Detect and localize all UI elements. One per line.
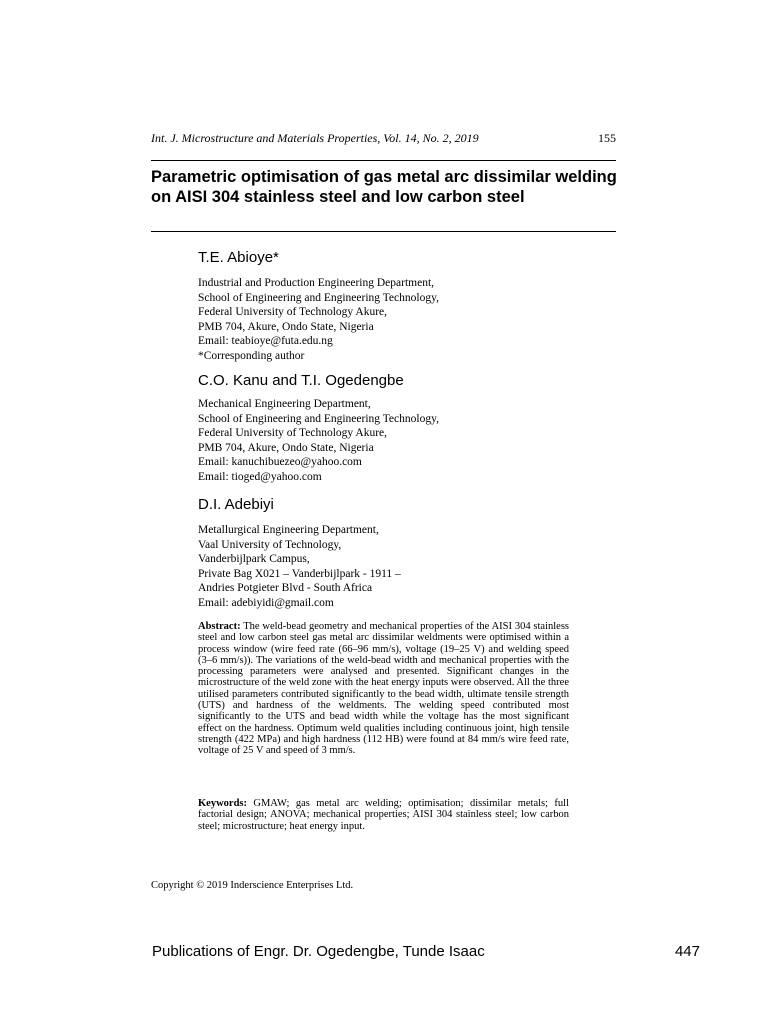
affiliation-line: Federal University of Technology Akure, <box>198 306 388 318</box>
affiliation-line: School of Engineering and Engineering Technology, <box>198 412 439 425</box>
paper-title: Parametric optimisation of gas metal arc dissimilar welding on AISI 304 stainless steel and low carbon steel <box>151 168 617 206</box>
author-name-2: C.O. Kanu and T.I. Ogedengbe <box>198 372 404 389</box>
affiliation-1 <box>198 276 439 363</box>
keywords <box>198 798 569 832</box>
top-rule <box>151 160 616 161</box>
affiliation-line: Metallurgical Engineering Department, <box>198 524 379 536</box>
footer-page-number: 447 <box>674 943 700 960</box>
abstract <box>198 621 569 757</box>
abstract-text: The weld-bead geometry and mechanical properties of the AISI 304 stainless steel and low carbon steel gas metal arc dissimilar weldments were optimised within a process window (wire feed rate (66–96 mm/s), voltage (19–25 V) and welding speed (3–6 mm/s)). The variations of the weld-bead width and mechanical properties with the processing parameters were analysed and presented. Significant changes in the microstructure of the weld zone with the heat energy inputs were observed. All the three utilised parameters contributed significantly to the bead width, ultimate tensile strength (UTS) and hardness of the weldments. The welding speed contributed most significantly to the UTS and bead width while the voltage has the most significant effect on the hardness. Optimum weld qualities including continuous joint, high tensile strength (422 MPa) and high hardness (112 HB) were found at 84 mm/s wire feed rate, voltage of 25 V and speed of 3 mm/s. <box>198 621 569 757</box>
affiliation-line: PMB 704, Akure, Ondo State, Nigeria <box>198 320 374 333</box>
affiliation-line: Industrial and Production Engineering Department, <box>198 277 435 289</box>
email-line: Email: adebiyidi@gmail.com <box>198 596 334 609</box>
affiliation-line: Federal University of Technology Akure, <box>198 427 388 439</box>
page-footer <box>152 943 700 960</box>
keywords-label: Keywords: <box>198 798 247 809</box>
affiliation-line: PMB 704, Akure, Ondo State, Nigeria <box>198 441 374 454</box>
author-name-3: D.I. Adebiyi <box>198 496 274 513</box>
affiliation-3 <box>198 523 401 610</box>
affiliation-line: Vanderbijlpark Campus, <box>198 553 310 565</box>
journal-citation: Int. J. Microstructure and Materials Properties, Vol. 14, No. 2, 2019 <box>151 131 479 145</box>
copyright-notice: Copyright © 2019 Inderscience Enterprises Ltd. <box>151 880 354 891</box>
footer-text: Publications of Engr. Dr. Ogedengbe, Tunde Isaac <box>152 943 485 960</box>
keywords-text: GMAW; gas metal arc welding; optimisation; dissimilar metals; full factorial design; ANOVA; mechanical properties; AISI 304 stainless steel; low carbon steel; microstructure; heat energy input. <box>198 798 569 832</box>
journal-page-number: 155 <box>598 131 616 145</box>
affiliation-2 <box>198 397 439 484</box>
affiliation-line: Andries Potgieter Blvd - South Africa <box>198 582 373 594</box>
running-header <box>151 131 616 146</box>
affiliation-line: Vaal University of Technology, <box>198 538 342 551</box>
affiliation-line: Private Bag X021 – Vanderbijlpark - 1911 – <box>198 567 401 580</box>
corresponding-author-note: *Corresponding author <box>198 349 305 362</box>
affiliation-line: School of Engineering and Engineering Technology, <box>198 291 439 304</box>
abstract-label: Abstract: <box>198 621 241 632</box>
email-line: Email: tioged@yahoo.com <box>198 470 322 483</box>
affiliation-line: Mechanical Engineering Department, <box>198 398 371 410</box>
email-line: Email: teabioye@futa.edu.ng <box>198 335 333 347</box>
email-line: Email: kanuchibuezeo@yahoo.com <box>198 456 362 468</box>
author-name-1: T.E. Abioye* <box>198 249 279 266</box>
title-rule <box>151 231 616 232</box>
